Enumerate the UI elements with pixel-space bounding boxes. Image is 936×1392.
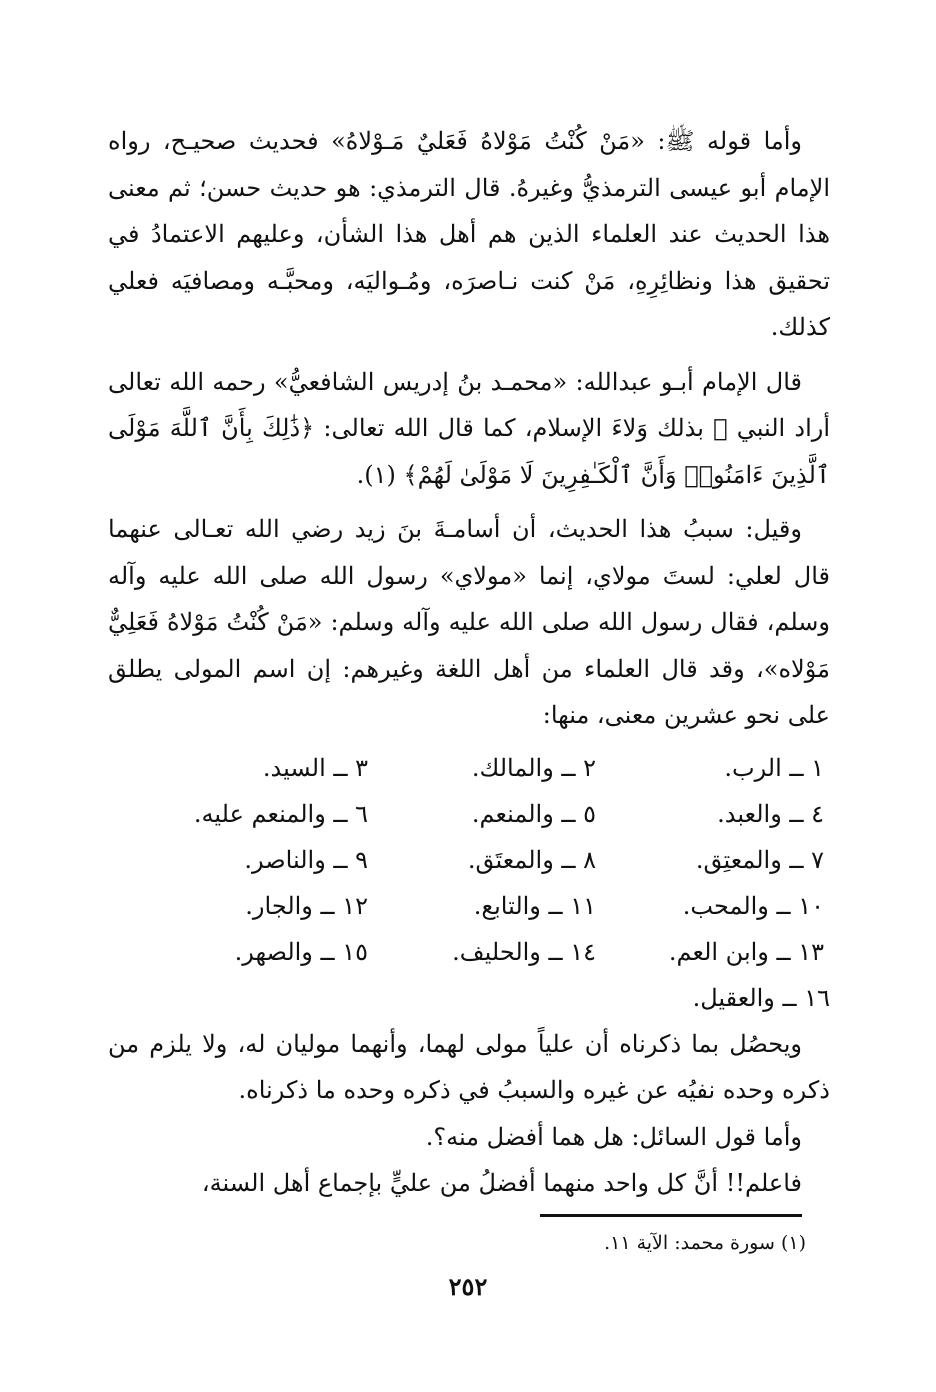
mawla-meanings-list — [108, 745, 830, 1021]
list-item: ١٣ ــ وابن العم. — [668, 937, 824, 966]
list-item: ١ ــ الرب. — [724, 753, 824, 782]
footnote-separator — [540, 1214, 802, 1217]
paragraph-shafii: قال الإمام أبـو عبدالله: «محمـد بنُ إدريس الشافعيُّ» رحمه الله تعالى أراد النبي ﷺ بذلك وَلاءَ الإسلام، كما قال الله تعالى: ﴿ذَٰلِكَ بِأَنَّ ٱللَّهَ مَوْلَى ٱلَّذِينَ ءَامَنُوا۟ وَأَنَّ ٱلْكَـٰفِرِينَ لَا مَوْلَىٰ لَهُمْ﴾ (١). — [108, 367, 830, 489]
page-body — [108, 118, 830, 1207]
list-row — [108, 883, 830, 929]
list-item: ١٥ ــ والصهر. — [234, 937, 368, 966]
list-item: ٩ ــ والناصر. — [244, 845, 368, 874]
list-item: ٧ ــ والمعتِق. — [695, 845, 824, 874]
list-item: ١١ ــ والتابع. — [473, 891, 596, 920]
list-item: ٦ ــ والمنعم عليه. — [193, 799, 368, 828]
paragraph-conclusion: ويحصُل بما ذكرناه أن علياً مولى لهما، وأنهما موليان له، ولا يلزم من ذكره وحده نفيُه عن غيره والسببُ في ذكره وحده ما ذكرناه. — [108, 1029, 830, 1104]
page-number: ٢٥٢ — [448, 1272, 488, 1301]
paragraph-question: وأما قول السائل: هل هما أفضل منه؟. — [425, 1122, 802, 1151]
list-row — [108, 745, 830, 791]
list-item: ٢ ــ والمالك. — [471, 753, 596, 782]
list-row — [108, 929, 830, 975]
list-item: ٨ ــ والمعتَق. — [467, 845, 596, 874]
list-item: ٥ ــ والمنعم. — [471, 799, 596, 828]
footnote: (١) سورة محمد: الآية ١١. — [604, 1232, 806, 1254]
paragraph-cause: وقيل: سببُ هذا الحديث، أن أسامـةَ بنَ زيد رضي الله تعـالى عنهما قال لعلي: لستَ مولاي، إنما «مولاي» رسول الله صلى الله عليه وآله وسلم، فقال رسول الله صلى الله عليه وآله وسلم: «مَنْ كُنْتُ مَوْلاهُ فَعَلِيٌّ مَوْلاه»، وقد قال العلماء من أهل اللغة وغيرهم: إن اسم المولى يطلق على نحو عشرين معنى، منها: — [108, 515, 831, 729]
list-item: ١٠ ــ والمحب. — [682, 891, 824, 920]
paragraph-hadith: وأما قوله ﷺ: «مَنْ كُنْتُ مَوْلاهُ فَعَليٌ مَـوْلاهُ» فحديث صحيـح، رواه الإمام أبو عيسى الترمذيُّ وغيرهُ. قال الترمذي: هو حديث حسن؛ ثم معنى هذا الحديث عند العلماء الذين هم أهل هذا الشأن، وعليهم الاعتمادُ في تحقيق هذا ونظائِرِهِ، مَنْ كنت نـاصرَه، ومُـواليَه، ومحبَّـه ومصافيَه فعلي كذلك. — [108, 127, 830, 341]
list-row — [108, 837, 830, 883]
list-item: ١٢ ــ والجار. — [245, 891, 368, 920]
list-row — [108, 791, 830, 837]
list-item: ١٤ ــ والحليف. — [452, 937, 596, 966]
paragraph-answer: فاعلم!! أنَّ كل واحد منهما أفضلُ من عليٍّ بإجماع أهل السنة، — [201, 1169, 802, 1197]
list-item: ٤ ــ والعبد. — [717, 799, 824, 828]
list-item: ٣ ــ السيد. — [262, 753, 368, 782]
list-item-last: ١٦ ــ والعقيل. — [692, 983, 830, 1012]
